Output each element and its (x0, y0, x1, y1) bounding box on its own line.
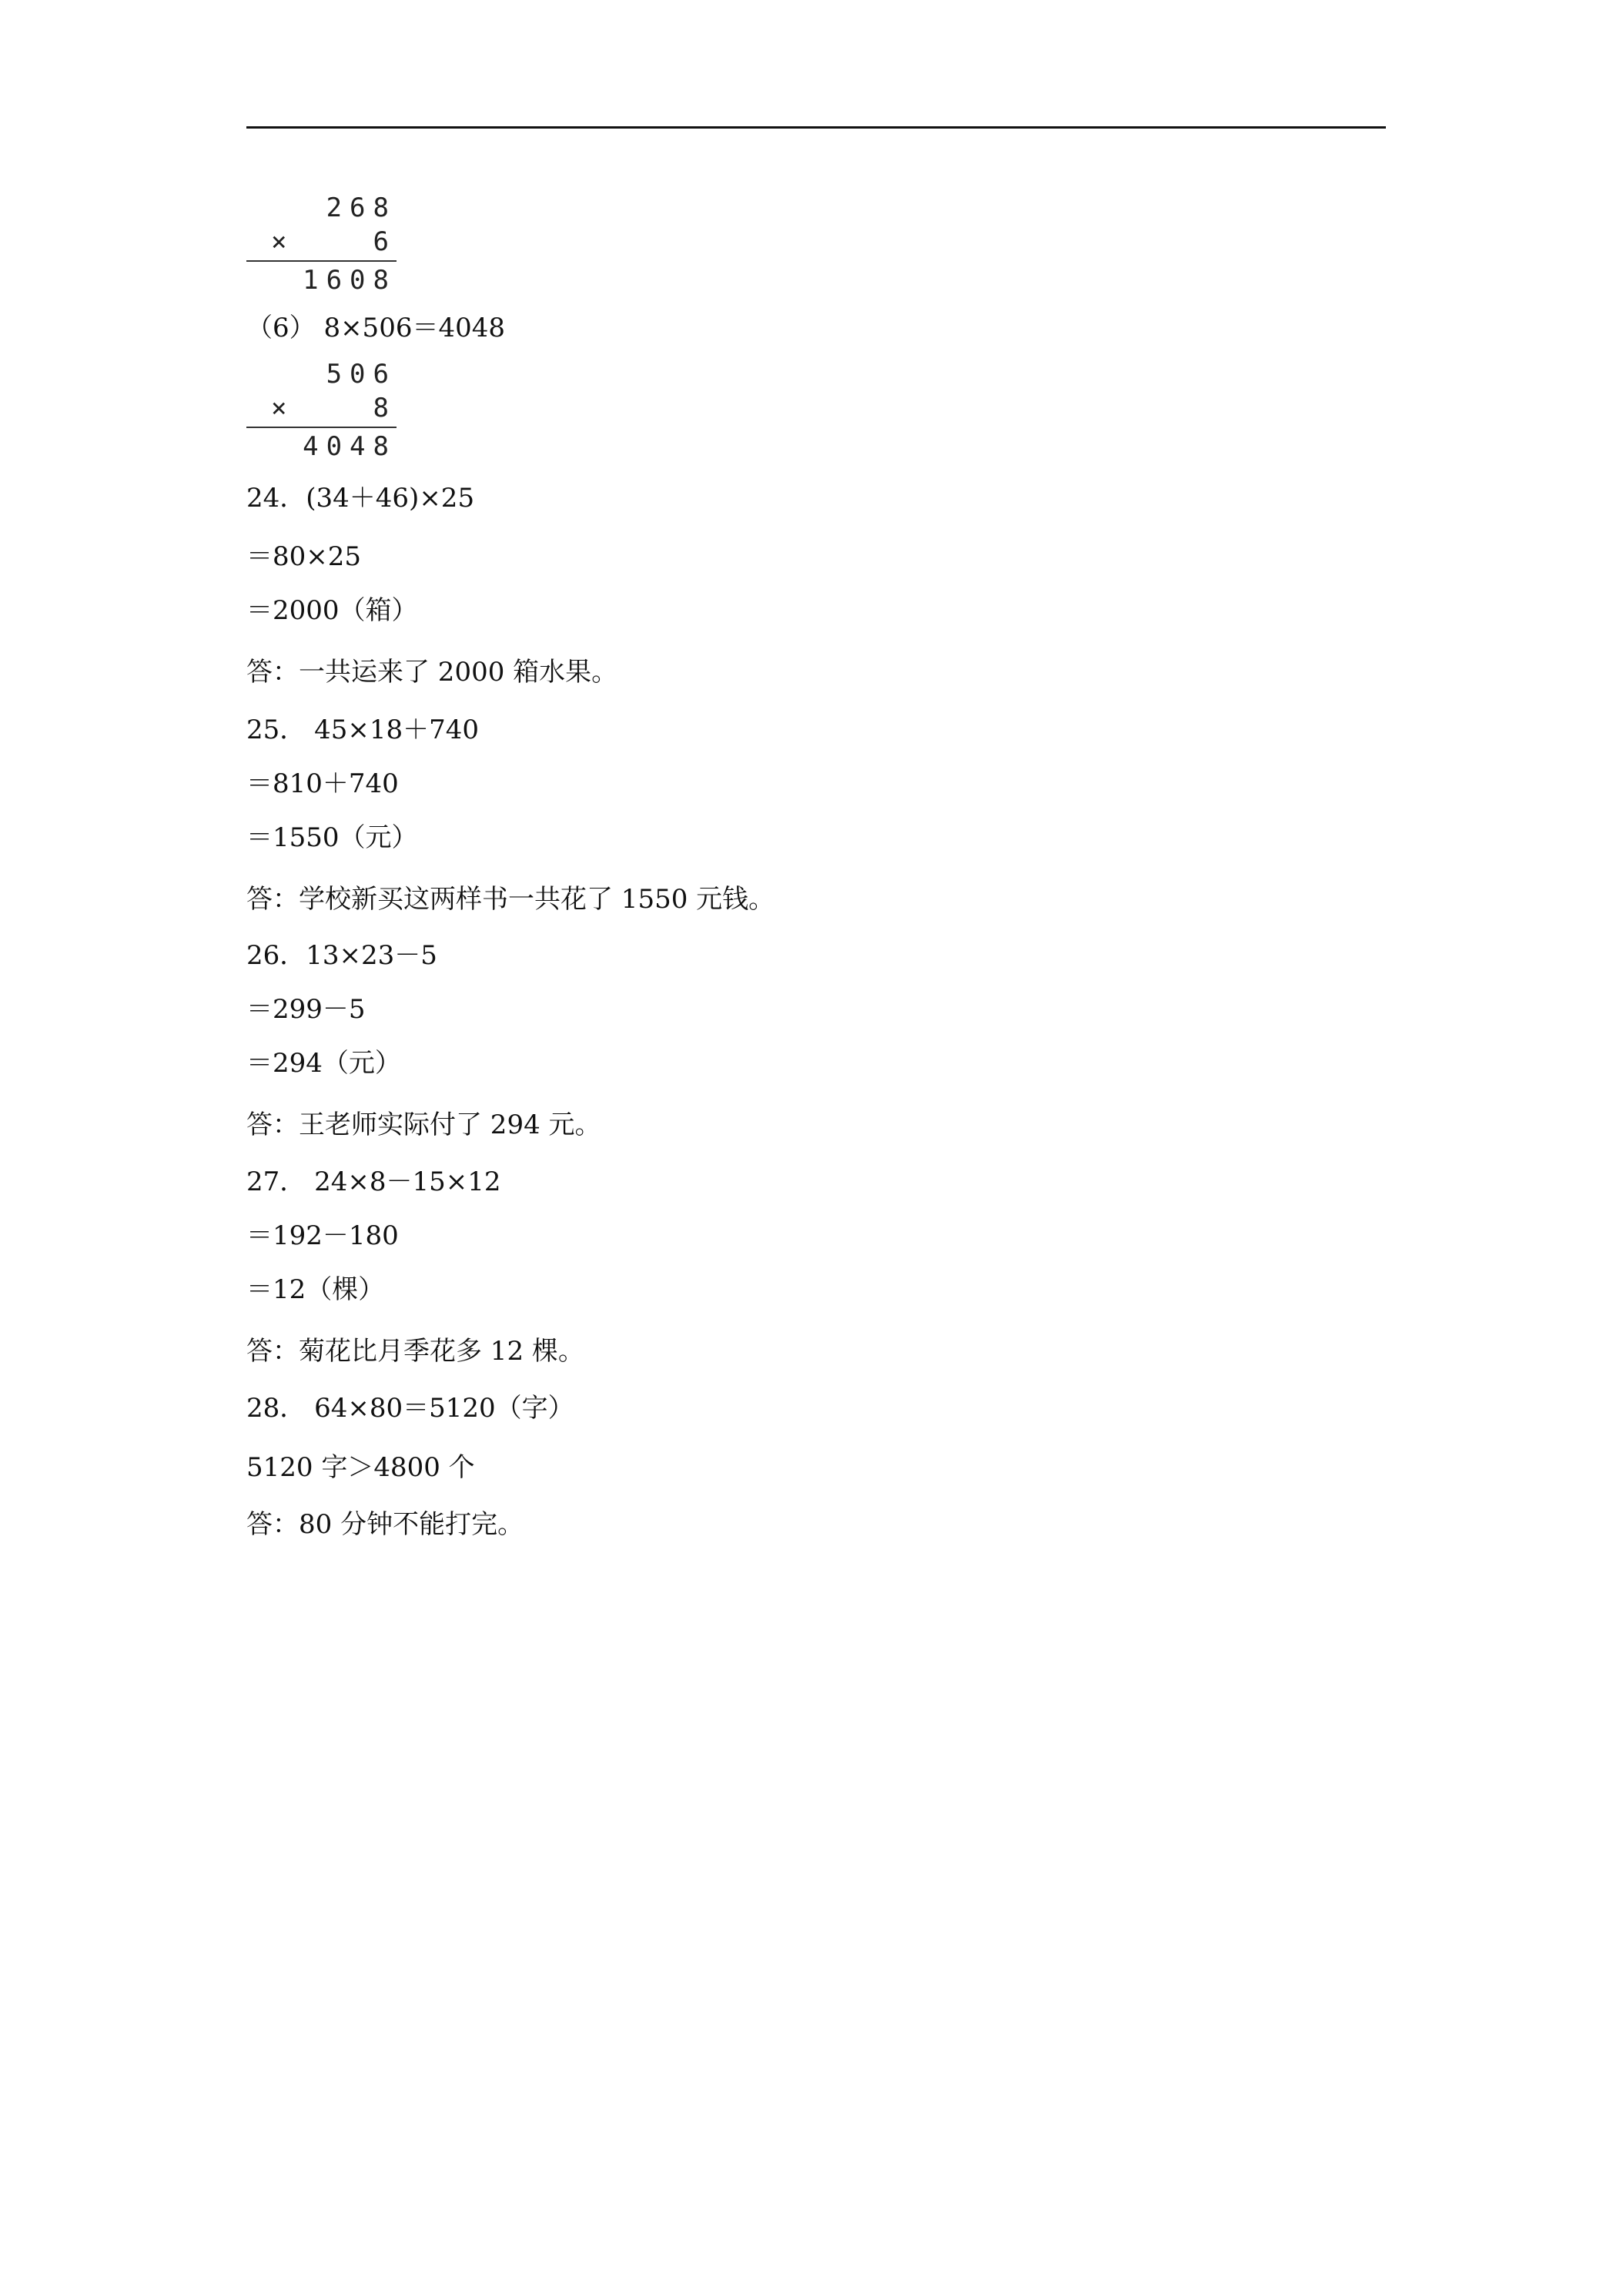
problem-26-answer: 答：王老师实际付了 294 元。 (246, 1110, 601, 1140)
header-rule (246, 126, 1386, 129)
problem-24-step: ＝80×25 (246, 541, 362, 572)
problem-26-expression: 26．13×23－5 (246, 940, 437, 971)
problem-27-result: ＝12（棵） (246, 1274, 385, 1305)
result-bar (246, 260, 397, 262)
multiplier: 8 (373, 393, 397, 423)
result-bar (246, 427, 397, 428)
problem-25-result: ＝1550（元） (246, 822, 418, 853)
operator: × (271, 393, 295, 423)
problem-26-step: ＝299－5 (246, 994, 366, 1025)
multiplicand: 506 (326, 359, 397, 390)
problem-24-result: ＝2000（箱） (246, 595, 418, 626)
problem-28-answer: 答：80 分钟不能打完。 (246, 1509, 524, 1540)
problem-27-answer: 答：菊花比月季花多 12 棵。 (246, 1336, 584, 1367)
multiplicand: 268 (326, 192, 397, 223)
product: 1608 (303, 265, 397, 296)
problem-27-step: ＝192－180 (246, 1220, 399, 1251)
vertical-multiplication-506x8 (246, 359, 397, 460)
problem-25-expression: 25． 45×18＋740 (246, 715, 479, 745)
operator: × (271, 226, 295, 257)
problem-28-comparison: 5120 字＞4800 个 (246, 1452, 475, 1483)
sub-problem-6: （6） 8×506＝4048 (246, 313, 505, 343)
problem-25-answer: 答：学校新买这两样书一共花了 1550 元钱。 (246, 884, 775, 915)
product: 4048 (303, 431, 397, 462)
problem-24-answer: 答：一共运来了 2000 箱水果。 (246, 657, 618, 688)
problem-28-expression: 28． 64×80＝5120（字） (246, 1393, 574, 1424)
problem-27-expression: 27． 24×8－15×12 (246, 1166, 501, 1197)
multiplier: 6 (373, 226, 397, 257)
problem-24-expression: 24．(34＋46)×25 (246, 483, 475, 514)
vertical-multiplication-268x6 (246, 192, 397, 294)
problem-25-step: ＝810＋740 (246, 768, 399, 799)
problem-26-result: ＝294（元） (246, 1048, 401, 1079)
